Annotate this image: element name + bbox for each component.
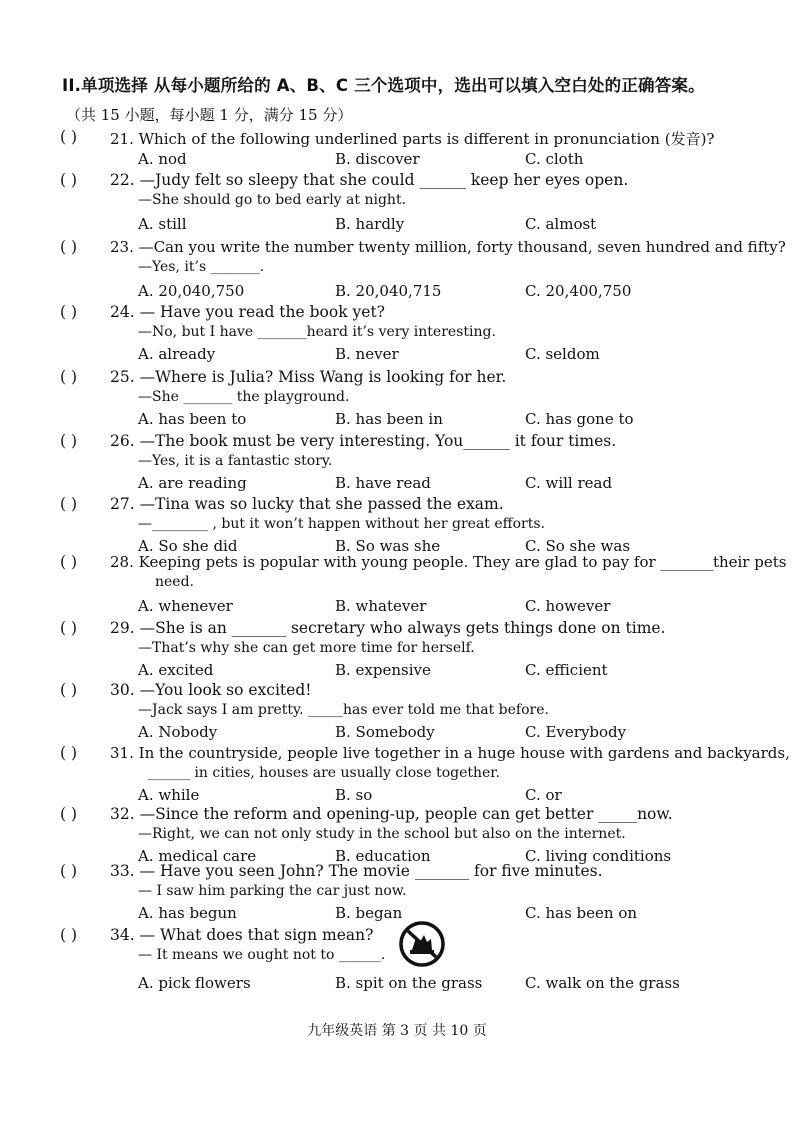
option-c: C. cloth [525,150,584,168]
option-c: C. living conditions [525,847,672,865]
question-number: 26. [110,432,135,450]
question-text [110,619,666,637]
question-line1: —Since the reform and opening-up, people can get better _____now. [139,805,673,823]
option-c: C. however [525,597,611,615]
no-walking-on-grass-sign-icon [398,920,446,968]
question-number: 33. [110,862,135,880]
question-line2: —Right, we can not only study in the school but also on the internet. [138,826,626,842]
option-a: A. are reading [138,474,247,492]
question-line2: ______ in cities, houses are usually close together. [148,765,500,781]
question-text [110,681,311,699]
option-c: C. almost [525,215,597,233]
option-a: A. So she did [138,537,238,555]
answer-paren[interactable]: ( ) [60,171,78,189]
answer-paren[interactable]: ( ) [60,128,78,146]
option-b: B. discover [335,150,420,168]
option-c: C. or [525,786,562,804]
answer-paren[interactable]: ( ) [60,619,78,637]
option-c: C. So she was [525,537,631,555]
option-a: A. nod [138,150,187,168]
option-b: B. expensive [335,661,431,679]
option-b: B. 20,040,715 [335,282,442,300]
question-line2: —She should go to bed early at night. [138,192,407,208]
question-line1: —Tina was so lucky that she passed the exam. [139,495,504,513]
option-a: A. 20,040,750 [138,282,245,300]
question-text [110,128,714,149]
option-c: C. 20,400,750 [525,282,632,300]
question-number: 21. [110,130,134,148]
page-footer: 九年级英语 第 3 页 共 10 页 [307,1023,487,1039]
option-b: B. so [335,786,373,804]
question-line1: —Where is Julia? Miss Wang is looking for her. [139,368,507,386]
question-text [110,862,603,880]
question-number: 24. [110,303,135,321]
question-line1: — Have you read the book yet? [139,303,385,321]
question-text [110,368,506,386]
question-line2: need. [155,574,194,590]
question-line1: — Have you seen John? The movie _______ for five minutes. [139,862,603,880]
question-line1: —She is an _______ secretary who always gets things done on time. [139,619,666,637]
answer-paren[interactable]: ( ) [60,862,78,880]
answer-paren[interactable]: ( ) [60,681,78,699]
question-number: 27. [110,495,135,513]
question-text [110,805,673,823]
question-number: 25. [110,368,135,386]
question-line1: In the countryside, people live together in a huge house with gardens and backyards, [138,744,790,762]
question-line1: —Judy felt so sleepy that she could ______ keep her eyes open. [139,171,629,189]
question-line2: —She _______ the playground. [138,389,350,405]
option-a: A. has begun [138,904,237,922]
answer-paren[interactable]: ( ) [60,238,78,256]
option-c: C. seldom [525,345,600,363]
question-number: 23. [110,238,134,256]
option-a: A. whenever [138,597,233,615]
question-line2: —That’s why she can get more time for herself. [138,640,475,656]
option-c: C. walk on the grass [525,974,680,992]
question-line1: —Can you write the number twenty million, forty thousand, seven hundred and fifty? [138,238,786,256]
question-text [110,432,616,450]
question-line2: —Yes, it is a fantastic story. [138,453,333,469]
option-b: B. have read [335,474,431,492]
option-b: B. So was she [335,537,441,555]
question-line1: Which of the following underlined parts is different in pronunciation (发音)? [138,130,715,148]
question-text [110,553,786,571]
answer-paren[interactable]: ( ) [60,744,78,762]
option-a: A. excited [138,661,214,679]
option-c: C. will read [525,474,613,492]
question-text [110,303,385,321]
option-a: A. pick flowers [138,974,251,992]
question-line2: — I saw him parking the car just now. [138,883,407,899]
question-line2: —Jack says I am pretty. _____has ever told me that before. [138,702,549,718]
option-a: A. while [138,786,200,804]
question-number: 34. [110,926,135,944]
option-c: C. has gone to [525,410,634,428]
option-b: B. whatever [335,597,427,615]
option-c: C. Everybody [525,723,627,741]
answer-paren[interactable]: ( ) [60,926,78,944]
answer-paren[interactable]: ( ) [60,368,78,386]
question-text [110,171,628,189]
question-line1: — What does that sign mean? [139,926,374,944]
question-number: 28. [110,553,134,571]
option-a: A. medical care [138,847,257,865]
question-line1: —The book must be very interesting. You______ it four times. [139,432,617,450]
question-line2: —________ , but it won’t happen without her great efforts. [138,516,545,532]
answer-paren[interactable]: ( ) [60,432,78,450]
question-text [110,495,504,513]
question-text [110,238,786,256]
answer-paren[interactable]: ( ) [60,553,78,571]
question-line1: Keeping pets is popular with young people. They are glad to pay for _______their pets [138,553,787,571]
question-number: 29. [110,619,135,637]
section-note: （共 15 小题，每小题 1 分，满分 15 分） [66,106,353,124]
option-c: C. has been on [525,904,638,922]
answer-paren[interactable]: ( ) [60,303,78,321]
option-a: A. still [138,215,187,233]
question-number: 22. [110,171,135,189]
option-a: A. already [138,345,216,363]
option-b: B. spit on the grass [335,974,483,992]
option-a: A. has been to [138,410,247,428]
question-number: 30. [110,681,135,699]
question-line2: — It means we ought not to ______. [138,947,386,963]
answer-paren[interactable]: ( ) [60,805,78,823]
question-line2: —Yes, it’s _______. [138,259,265,275]
question-line1: —You look so excited! [139,681,312,699]
question-number: 31. [110,744,134,762]
option-b: B. has been in [335,410,443,428]
question-text [110,926,373,944]
section-title: II.单项选择 从每小题所给的 A、B、C 三个选项中，选出可以填入空白处的正确答案。 [62,76,705,95]
question-text [110,744,790,762]
answer-paren[interactable]: ( ) [60,495,78,513]
question-number: 32. [110,805,135,823]
option-b: B. began [335,904,403,922]
question-line2: —No, but I have _______heard it’s very interesting. [138,324,496,340]
option-a: A. Nobody [138,723,218,741]
option-b: B. never [335,345,399,363]
option-b: B. hardly [335,215,405,233]
option-c: C. efficient [525,661,608,679]
option-b: B. Somebody [335,723,435,741]
option-b: B. education [335,847,431,865]
